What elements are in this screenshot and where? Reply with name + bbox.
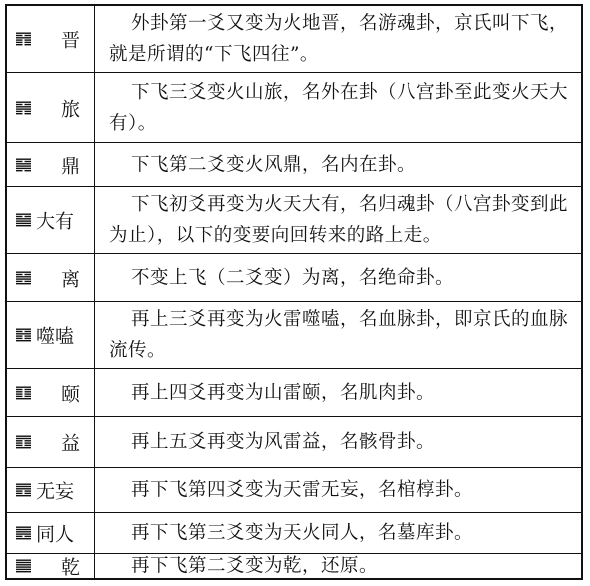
hexagram-name: 鼎 (61, 155, 81, 177)
hexagram-cell (7, 73, 95, 142)
hexagram-name: 旅 (61, 98, 81, 120)
hexagram-description: 再上五爻再变为风雷益，名骸骨卦。 (131, 431, 436, 453)
hexagram-icon (16, 386, 31, 400)
hexagram-icon (16, 213, 31, 227)
hexagram-name: 颐 (61, 383, 81, 405)
hexagram-icon (16, 101, 31, 115)
hexagram-name: 噬嗑 (36, 325, 75, 348)
table-row (7, 368, 581, 416)
hexagram-name: 无妄 (36, 480, 75, 503)
hexagram-cell (7, 6, 95, 72)
hexagram-description: 再下飞第三爻变为天火同人，名墓库卦。 (131, 522, 474, 544)
hexagram-description: 下飞三爻变火山旅，名外在卦（八宫卦至此变火天大有）。 (109, 81, 569, 134)
hexagram-description: 下飞初爻再变为火天大有，名归魂卦（八宫卦变到此为止），以下的变要向回转来的路上走。 (109, 194, 569, 246)
hexagram-icon (16, 32, 31, 46)
hexagram-icon (16, 483, 31, 497)
hexagram-cell (7, 468, 95, 512)
table-row (7, 553, 581, 578)
hexagram-cell (7, 513, 95, 553)
hexagram-name: 离 (61, 268, 81, 290)
hexagram-icon (16, 526, 31, 540)
table-row (7, 186, 581, 253)
hexagram-name: 晋 (61, 29, 81, 52)
hexagram-cell (7, 369, 95, 416)
hexagram-description: 再上四爻再变为山雷颐，名肌肉卦。 (131, 382, 436, 403)
table-row (7, 512, 581, 553)
hexagram-description: 不变上飞（二爻变）为离，名绝命卦。 (131, 267, 455, 288)
table-row (7, 72, 581, 142)
hexagram-cell (7, 143, 95, 186)
table-row (7, 416, 581, 467)
table-row (7, 142, 581, 186)
hexagram-cell (7, 187, 95, 253)
hexagram-icon (16, 435, 31, 449)
table-row (7, 301, 581, 368)
hexagram-description: 再上三爻再变为火雷噬嗑，名血脉卦，即京氏的血脉流传。 (109, 309, 569, 361)
hexagram-cell (7, 254, 95, 301)
hexagram-cell (7, 417, 95, 467)
hexagram-name: 大有 (36, 210, 75, 233)
hexagram-name: 益 (61, 432, 81, 455)
hexagram-icon (16, 271, 31, 285)
hexagram-icon (16, 328, 31, 342)
hexagram-description: 外卦第一爻又变为火地晋，名游魂卦，京氏叫下飞，就是所谓的“下飞四往”。 (109, 13, 569, 65)
table-row (7, 467, 581, 512)
hexagram-description: 再下飞第四爻变为天雷无妄，名棺椁卦。 (131, 479, 474, 501)
hexagram-cell (7, 554, 95, 578)
hexagram-cell (7, 302, 95, 368)
hexagram-description: 下飞第二爻变火风鼎，名内在卦。 (131, 154, 417, 175)
hexagram-name: 同人 (36, 523, 75, 546)
table-row (7, 253, 581, 301)
hexagram-table (5, 4, 583, 580)
hexagram-icon (16, 158, 31, 172)
hexagram-description: 再下飞第二爻变为乾，还原。 (131, 555, 379, 577)
hexagram-icon (16, 559, 31, 573)
hexagram-name: 乾 (61, 556, 81, 579)
table-row (7, 6, 581, 72)
